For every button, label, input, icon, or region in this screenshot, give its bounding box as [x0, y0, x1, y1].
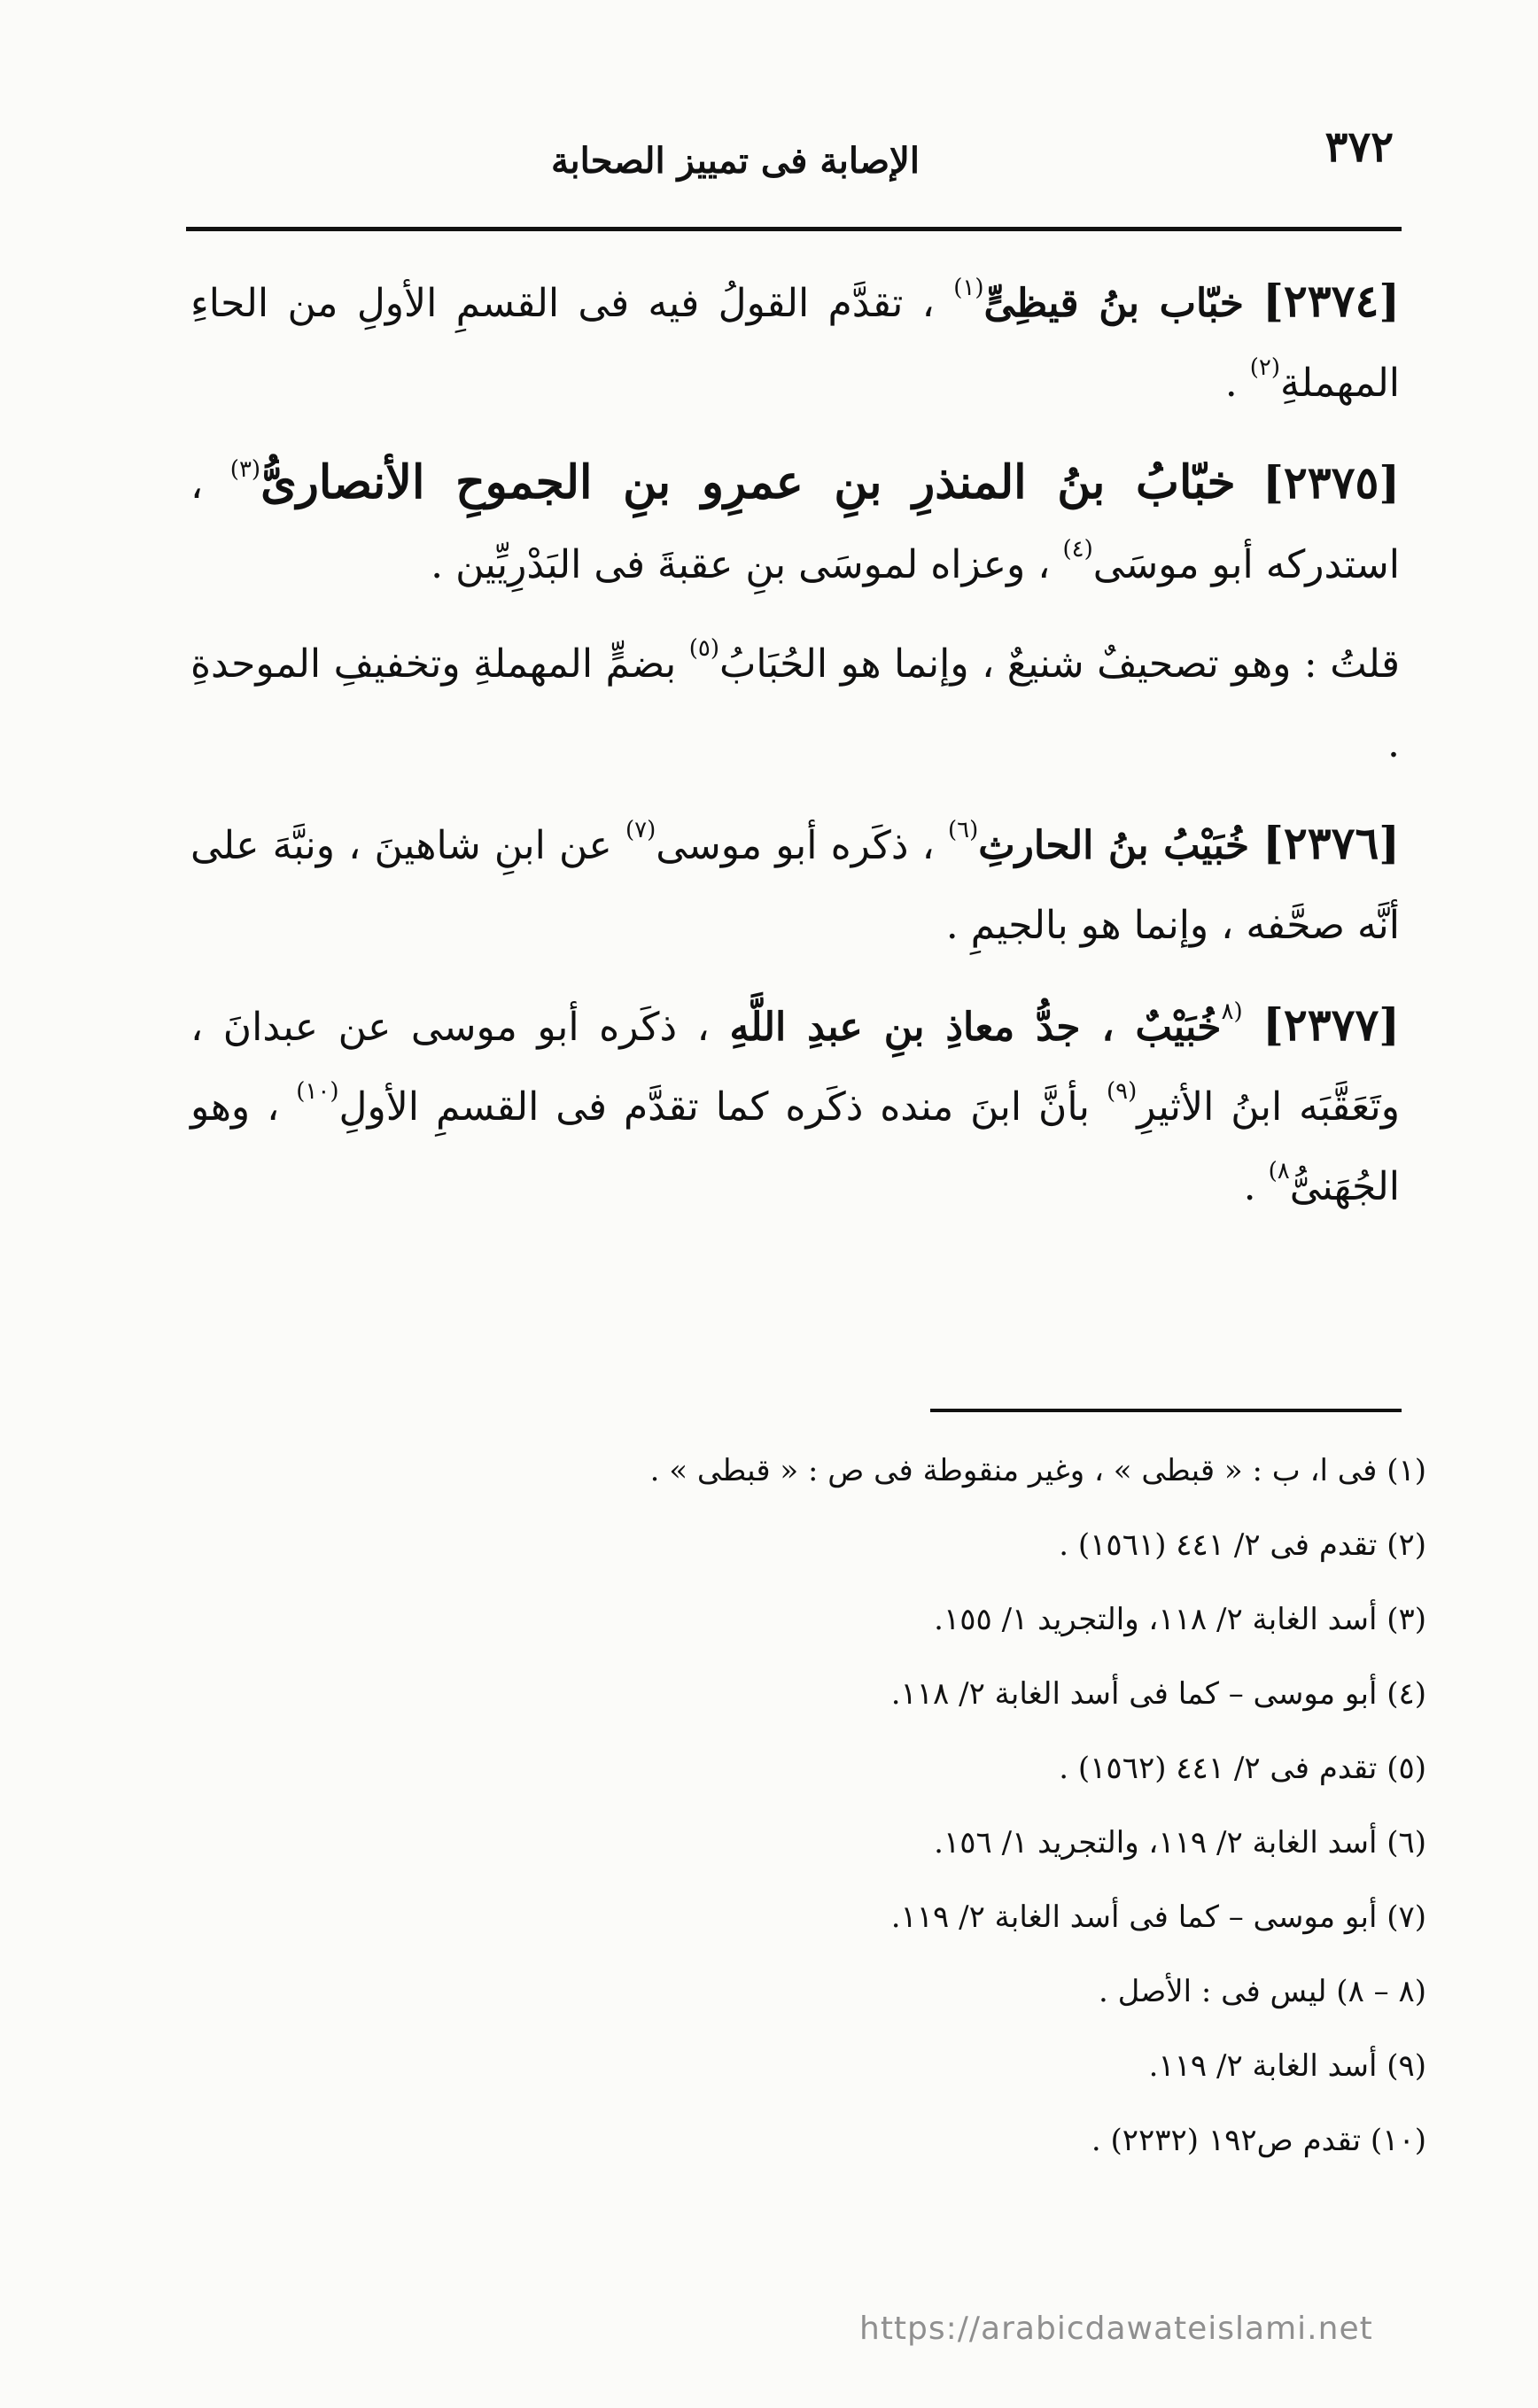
footnote-separator — [930, 1409, 1402, 1412]
footnote: (٤) أبو موسى – كما فى أسد الغابة ٢/ ١١٨. — [890, 1676, 1426, 1712]
entry-text: ، تقدَّم القولُ فيه فى القسمِ الأولِ من الحاءِ المهملةِ — [190, 281, 1400, 406]
footnote-ref: (٩) — [1106, 1078, 1138, 1105]
footnote-ref: (٥) — [688, 635, 719, 662]
entry-2377 — [190, 985, 1400, 1227]
footnote: (٢) تقدم فى ٢/ ٤٤١ (١٥٦١) . — [1059, 1527, 1426, 1563]
footnote-ref: (٦) — [947, 817, 979, 843]
entry-text: بضمٍّ المهملةِ وتخفيفِ الموحدةِ . — [190, 641, 1400, 766]
footnote-ref: (٧) — [625, 817, 656, 843]
footnote: (٣) أسد الغابة ٢/ ١١٨، والتجريد ١/ ١٥٥. — [934, 1602, 1426, 1637]
footnote: (٧) أبو موسى – كما فى أسد الغابة ٢/ ١١٩. — [890, 1899, 1426, 1935]
footnote-ref: (٤) — [1062, 536, 1093, 563]
page-number: ٣٧٢ — [1324, 122, 1394, 172]
footnote-ref: (١) — [953, 275, 984, 301]
entry-text: ، وعزاه لموسَى بنِ عقبةَ فى البَدْرِيِّين . — [431, 542, 1051, 587]
footnote-ref: ٨) — [1268, 1158, 1290, 1185]
entry-name: خُبَيْبُ بنُ الحارثِ — [978, 823, 1250, 868]
footnote-ref: (٣) — [229, 456, 261, 483]
entry-number: [٢٣٧٥] — [1262, 456, 1400, 509]
entry-number: [٢٣٧٧] — [1262, 998, 1400, 1051]
entry-text: . — [1224, 361, 1238, 406]
main-text — [190, 261, 1400, 1247]
entry-text: . — [1243, 1164, 1256, 1209]
entry-text: ، ذكَره أبو موسى — [656, 823, 935, 868]
footnote: (١٠) تقدم ص١٩٢ (٢٢٣٢) . — [1091, 2123, 1426, 2158]
entry-text: ، وهو الجُهَنىُّ — [190, 1084, 1400, 1209]
entry-text: ، ذكَره أبو موسى عن عبدانَ ، وتَعَقَّبَه ابنُ الأثيرِ — [190, 1005, 1400, 1130]
watermark-url: https://arabicdawateislami.net — [859, 2311, 1373, 2347]
entry-text: عن ابنِ شاهينَ ، ونبَّهَ على أنَّه صحَّفه ، وإنما هو بالجيمِ . — [190, 823, 1400, 948]
entry-2375 — [190, 443, 1400, 605]
entry-name: خبّابُ بنُ المنذرِ بنِ عمرِو بنِ الجموحِ الأنصارىُّ — [260, 455, 1236, 509]
entry-number: [٢٣٧٦] — [1262, 817, 1400, 869]
footnote: (٨ – ٨) ليس فى : الأصل . — [1098, 1974, 1426, 2009]
comment-paragraph — [190, 625, 1400, 784]
running-title: الإصابة فى تمييز الصحابة — [551, 140, 920, 182]
entry-name: خُبَيْبٌ ، جدُّ معاذِ بنِ عبدِ اللَّهِ — [729, 1005, 1222, 1050]
entry-text: بأنَّ ابنَ منده ذكَره كما تقدَّم فى القسمِ الأولِ — [338, 1084, 1090, 1130]
footnote: (٩) أسد الغابة ٢/ ١١٩. — [1148, 2048, 1426, 2084]
entry-2374 — [190, 261, 1400, 423]
entry-name: خبّاب بنُ قيظِىٍّ — [983, 281, 1244, 326]
entry-2376 — [190, 804, 1400, 966]
footnote: (٦) أسد الغابة ٢/ ١١٩، والتجريد ١/ ١٥٦. — [934, 1825, 1426, 1860]
footnotes — [620, 1433, 1426, 2178]
footnote-ref: (٢) — [1249, 354, 1281, 381]
entry-number: [٢٣٧٤] — [1262, 275, 1400, 327]
entry-text: ، استدركه أبو موسَى — [190, 462, 1400, 587]
header-rule — [186, 227, 1402, 231]
entry-text: قلتُ : وهو تصحيفٌ شنيعٌ ، وإنما هو الحُبَابُ — [719, 641, 1400, 687]
footnote: (٥) تقدم فى ٢/ ٤٤١ (١٥٦٢) . — [1059, 1751, 1426, 1786]
footnote-ref: (١٠) — [296, 1078, 339, 1105]
footnote-ref: (٨ — [1221, 998, 1243, 1025]
footnote: (١) فى ا، ب : « قبطى » ، وغير منقوطة فى ص : « قبطى » . — [649, 1453, 1426, 1488]
